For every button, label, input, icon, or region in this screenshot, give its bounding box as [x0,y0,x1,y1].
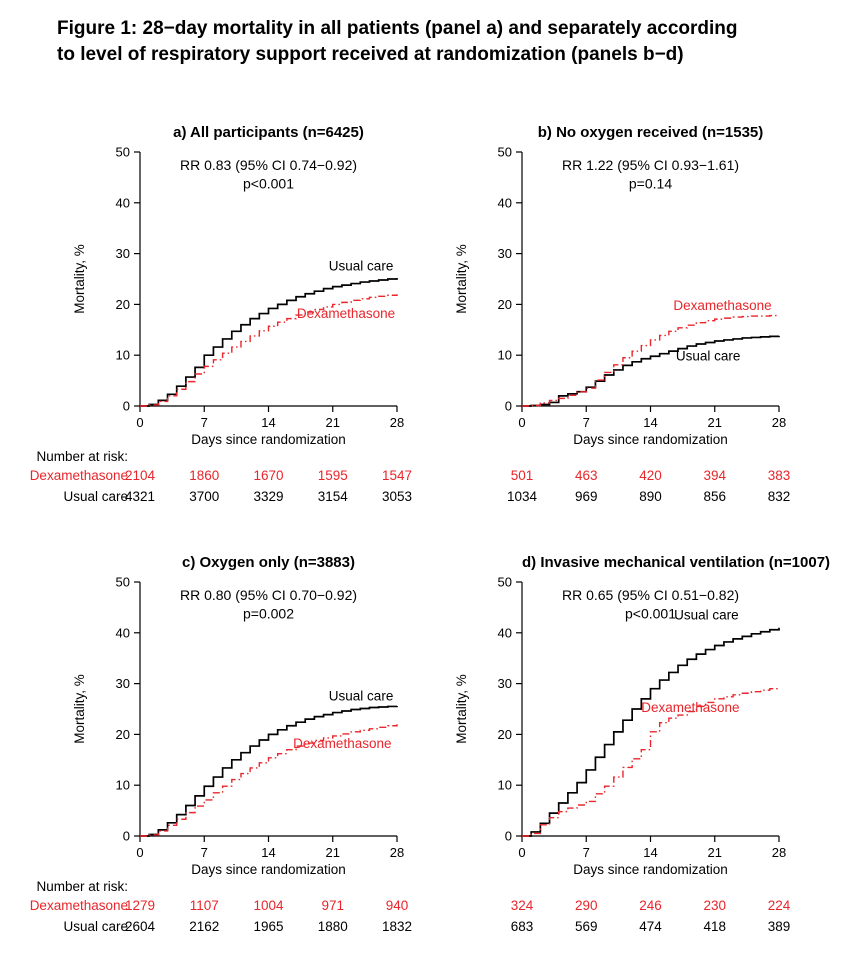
risk-series-label-uc: Usual care [63,919,128,934]
y-axis-title: Mortality, % [72,674,87,744]
y-tick-label: 30 [497,246,512,262]
risk-count: 1279 [124,898,156,913]
risk-table [452,449,806,508]
km-chart [70,142,424,448]
y-tick-label: 20 [115,296,130,312]
risk-count: 3154 [317,489,348,504]
x-tick-label: 14 [261,415,276,430]
risk-count: 3053 [381,489,413,504]
risk-row-dex [452,466,806,487]
p-value-annotation: p<0.001 [625,605,676,622]
y-tick-label: 30 [115,676,130,692]
y-axis-title: Mortality, % [72,244,87,314]
y-tick-label: 0 [504,398,512,414]
risk-count: 501 [510,468,534,483]
risk-series-label-dex: Dexamethasone [29,898,128,913]
x-tick-label: 21 [707,845,722,860]
x-tick-label: 28 [771,845,787,860]
panel-no-oxygen [452,124,806,508]
y-tick-label: 50 [115,144,130,160]
risk-count: 246 [639,898,662,913]
risk-count: 969 [574,489,598,504]
risk-row-uc [452,917,806,938]
series-label-dex: Dexamethasone [296,306,396,322]
figure-title-line1: Figure 1: 28−day mortality in all patients (panel a) and separately according [57,18,738,39]
y-tick-label: 30 [115,246,130,262]
km-curve-uc [140,278,397,406]
risk-count: 290 [574,898,598,913]
panel-title: c) Oxygen only (n=3883) [182,554,355,571]
risk-count: 683 [510,919,534,934]
rr-annotation: RR 0.80 (95% CI 0.70−0.92) [179,587,358,603]
y-tick-label: 0 [122,398,130,414]
series-label-uc: Usual care [328,688,394,704]
km-plot-svg [452,572,806,878]
risk-count: 474 [639,919,662,934]
risk-count: 383 [767,468,791,483]
y-tick-label: 20 [497,726,512,742]
risk-header-row [36,449,424,466]
panel-invasive-ventilation [452,554,831,938]
risk-row-dex [452,896,806,917]
km-plot-svg [70,572,424,878]
figure-title-line2: to level of respiratory support received at randomization (panels b−d) [57,44,684,65]
km-curve-uc [522,336,779,406]
rr-annotation: RR 0.65 (95% CI 0.51−0.82) [561,587,740,603]
x-tick-label: 7 [200,415,208,430]
risk-table [29,449,424,508]
risk-row-uc [452,487,806,508]
y-tick-label: 40 [115,195,130,211]
y-tick-label: 40 [497,625,512,641]
panel-oxygen-only [29,554,424,938]
y-tick-label: 20 [497,296,512,312]
risk-count: 463 [574,468,598,483]
y-tick-label: 10 [497,777,512,793]
panel-title: b) No oxygen received (n=1535) [537,124,764,141]
risk-count: 224 [767,898,791,913]
rr-annotation: RR 0.83 (95% CI 0.74−0.92) [179,157,358,173]
risk-header-label: Number at risk: [36,449,128,464]
series-label-uc: Usual care [675,348,741,364]
x-tick-label: 21 [325,845,340,860]
series-label-uc: Usual care [328,258,394,274]
risk-count: 2162 [189,919,220,934]
km-chart [452,572,806,878]
km-chart [70,572,424,878]
risk-header-row [452,449,806,466]
rr-annotation: RR 1.22 (95% CI 0.93−1.61) [561,157,740,173]
risk-count: 1965 [253,919,284,934]
series-label-dex: Dexamethasone [293,736,392,752]
risk-count: 2604 [124,919,156,934]
risk-count: 420 [639,468,662,483]
figure-title [57,16,847,68]
y-tick-label: 0 [122,828,130,844]
x-tick-label: 7 [200,845,208,860]
y-axis-title: Mortality, % [454,244,469,314]
y-tick-label: 50 [497,144,512,160]
risk-count: 1860 [189,468,220,483]
risk-count: 940 [385,898,409,913]
y-tick-label: 40 [497,195,512,211]
risk-count: 2104 [124,468,156,483]
risk-count: 394 [703,468,727,483]
risk-series-label-uc: Usual care [63,489,128,504]
risk-header-row [452,879,806,896]
x-tick-label: 14 [643,415,658,430]
panel-title: d) Invasive mechanical ventilation (n=1007) [522,554,831,571]
x-axis-title: Days since randomization [573,862,728,877]
risk-count: 230 [703,898,727,913]
x-axis-title: Days since randomization [573,432,728,447]
y-tick-label: 10 [497,347,512,363]
y-tick-label: 0 [504,828,512,844]
series-label-dex: Dexamethasone [673,297,772,313]
km-chart [452,142,806,448]
p-value-annotation: p<0.001 [243,175,294,192]
x-tick-label: 28 [389,845,405,860]
risk-count: 1670 [253,468,284,483]
x-tick-label: 14 [643,845,658,860]
risk-count: 3700 [189,489,220,504]
x-tick-label: 0 [136,845,144,860]
x-tick-label: 28 [771,415,787,430]
risk-row-uc [63,917,424,938]
x-axis-title: Days since randomization [191,432,346,447]
risk-count: 1880 [317,919,348,934]
risk-count: 3329 [253,489,284,504]
y-tick-label: 10 [115,777,130,793]
risk-table [452,879,806,938]
risk-count: 324 [510,898,534,913]
risk-count: 1107 [189,898,219,913]
risk-count: 1832 [381,919,413,934]
risk-count: 1595 [317,468,348,483]
y-tick-label: 50 [115,574,130,590]
risk-table [29,879,424,938]
risk-count: 971 [321,898,345,913]
x-tick-label: 7 [582,845,590,860]
risk-series-label-dex: Dexamethasone [29,468,128,483]
risk-count: 1547 [381,468,413,483]
x-tick-label: 21 [325,415,340,430]
risk-count: 4321 [124,489,156,504]
km-curve-uc [140,706,397,836]
risk-row-uc [63,487,424,508]
risk-row-dex [29,896,424,917]
risk-header-row [36,879,424,896]
panel-title: a) All participants (n=6425) [173,124,364,141]
p-value-annotation: p=0.14 [628,175,673,192]
risk-header-label: Number at risk: [36,879,128,894]
x-tick-label: 0 [518,845,526,860]
x-tick-label: 7 [582,415,590,430]
y-tick-label: 10 [115,347,130,363]
series-label-uc: Usual care [674,607,739,623]
series-label-dex: Dexamethasone [641,699,740,715]
km-plot-svg [70,142,424,448]
x-tick-label: 0 [518,415,526,430]
y-tick-label: 40 [115,625,130,641]
risk-count: 1034 [506,489,538,504]
risk-count: 856 [703,489,727,504]
risk-count: 1004 [253,898,284,913]
y-tick-label: 50 [497,574,512,590]
risk-row-dex [29,466,424,487]
y-tick-label: 30 [497,676,512,692]
risk-count: 389 [767,919,791,934]
x-tick-label: 28 [389,415,405,430]
y-axis-title: Mortality, % [454,674,469,744]
risk-count: 832 [767,489,791,504]
p-value-annotation: p=0.002 [243,605,294,622]
y-tick-label: 20 [115,726,130,742]
risk-count: 418 [703,919,727,934]
x-tick-label: 0 [136,415,144,430]
panel-all-participants [29,124,424,508]
x-tick-label: 21 [707,415,722,430]
x-tick-label: 14 [261,845,276,860]
risk-count: 569 [574,919,598,934]
km-plot-svg [452,142,806,448]
risk-count: 890 [639,489,662,504]
x-axis-title: Days since randomization [191,862,346,877]
